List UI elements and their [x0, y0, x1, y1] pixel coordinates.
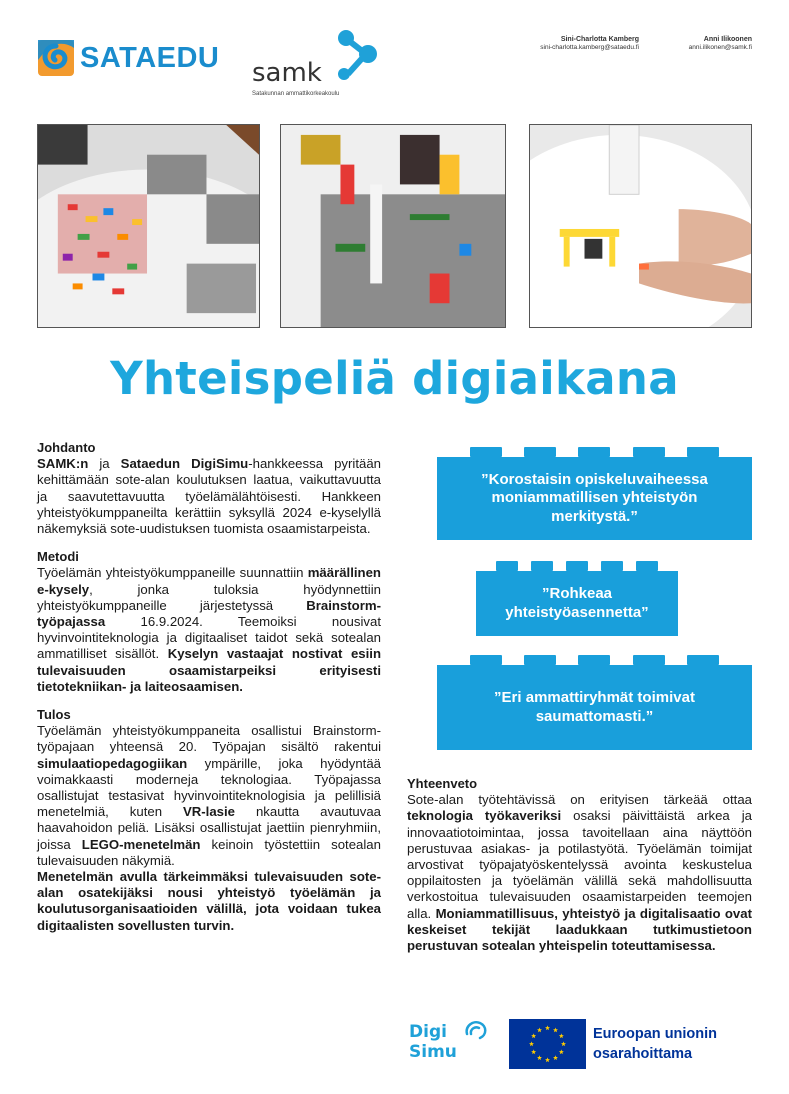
contact-email[interactable]: sini-charlotta.kamberg@sataedu.fi: [540, 44, 639, 51]
eu-flag-icon: [509, 1019, 586, 1069]
sataedu-swirl-icon: [38, 40, 74, 76]
samk-logo: [252, 28, 382, 100]
contact-email[interactable]: anni.ilikonen@samk.fi: [688, 44, 752, 51]
intro-section: [37, 440, 381, 537]
eu-star: [537, 1028, 542, 1033]
eu-line-1: Euroopan unionin: [593, 1026, 718, 1042]
quote-block-1: [437, 457, 752, 540]
quote-text: ”Korostaisin opiskeluvaiheessa moniammatillisen yhteistyön merkitystä.”: [481, 470, 708, 525]
eu-line-2: osarahoittama: [593, 1046, 693, 1062]
quote-block-3: [437, 665, 752, 750]
sataedu-logo-text: SATAEDU: [80, 41, 220, 74]
eu-star: [559, 1033, 564, 1038]
digisimu-line-2: Simu: [409, 1042, 457, 1062]
summary-section: [407, 776, 752, 954]
method-text: Työelämän yhteistyökumppaneille suunnattiin määrällinen e-kysely, jonka tuloksia hyödynnettiin yhteistyökumppaneille järjestetyssä Brainstorm-työpajassa 16.9.2024. Teemoiksi nousivat hyvinvointiteknologia ja digitaaliset taidot sekä sotealan ammatilliset sisällöt. Kyselyn vastaajat nostivat esiin tulevaisuuden osaamistarpeiksi erityisesti tietotekniikan- ja laiteosaamisen.: [37, 565, 382, 694]
quote-block-2: [476, 571, 678, 636]
contact-kamberg: [540, 36, 639, 52]
summary-heading: Yhteenveto: [407, 776, 478, 791]
eu-funding-text: [593, 1024, 717, 1064]
sataedu-logo: [38, 40, 219, 76]
eu-star: [553, 1028, 558, 1033]
eu-star: [545, 1057, 550, 1062]
photo-lego-build: [280, 124, 506, 328]
photo-lego-hands: [529, 124, 752, 328]
lego-studs: [437, 655, 752, 665]
quote-text: ”Rohkeaa yhteistyöasennetta”: [505, 585, 649, 621]
method-section: [37, 549, 381, 695]
samk-molecule-icon: [328, 28, 384, 84]
eu-star: [529, 1041, 534, 1046]
digisimu-logo: [407, 1018, 493, 1074]
intro-heading: Johdanto: [37, 440, 96, 455]
samk-logo-text: samk: [252, 58, 322, 88]
result-section: [37, 707, 381, 934]
digisimu-line-1: Digi: [409, 1022, 447, 1042]
eu-star: [531, 1049, 536, 1054]
contact-ilikoonen: [689, 36, 752, 52]
summary-text: Sote-alan työtehtävissä on erityisen tärkeää ottaa teknologia työkaveriksi osaksi päivittäistä arkea ja innovaatiotoimintaa, jossa tavoitellaan aina näyttöön perustuvaa asiakas- ja potilastyötä. Työelämän toimijat arvostivat työpajatyöskentelyssä avointa keskustelua oppilaitosten ja työelämän välillä sekä mahdollisuutta verkostoitua tulevaisuuden osaamistarpeiden teemojen alla. Moniammatillisuus, yhteistyö ja digitalisaatio ovat keskeiset tekijät laadukkaan tutkimustietoon perustuvan sotealan yhteispelin toteuttamisessa.: [407, 792, 753, 954]
result-text: Työelämän yhteistyökumppaneita osallistui Brainstorm-työpajaan yhteensä 20. Työpajan sisältö rakentui simulaatiopedagogiikan ympärille, joka hyödyntää voimakkaasti moderneja teknologiaa. Työpajassa osallistujat testasivat hyvinvointiteknologisia ja pelillisiä menetelmiä, kuten VR-lasie nkautta avautuvaa haavahoidon peliä. Lisäksi osallistujat jaettiin pienryhmiin, joissa LEGO-menetelmän keinoin työstettiin sotealan tulevaisuuden näkymiä. Menetelmän avulla tärkeimmäksi tulevaisuuden sote-alan osatekijäksi nousi yhteistyö työelämän ja koulutusorganisaatioiden välillä, jota voidaan tukea digitaalisten sovellusten turvin.: [37, 723, 381, 933]
lego-studs: [476, 561, 678, 571]
digisimu-chat-icon: [463, 1020, 489, 1042]
eu-star: [531, 1033, 536, 1038]
contact-name: Sini-Charlotta Kamberg: [560, 36, 639, 43]
left-column: [37, 440, 381, 946]
eu-star: [545, 1025, 550, 1030]
intro-text: SAMK:n ja Sataedun DigiSimu-hankkeessa pyritään kehittämään sote-alan koulutuksen laatua, vaikuttavuutta ja saavutettavuutta työelämälähtöisesti. Hankkeen yhteistyökumppaneilta kerättiin syksyllä 2024 e-kyselyllä näkemyksiä sote-uudistuksen tuomista osaamistarpeista.: [37, 456, 382, 537]
quote-text: ”Eri ammattiryhmät toimivat saumattomasti.”: [494, 689, 695, 725]
contact-name: Anni Ilikoonen: [703, 36, 752, 43]
lego-studs: [437, 447, 752, 457]
poster-title: Yhteispeliä digiaikana: [110, 352, 679, 405]
method-heading: Metodi: [37, 549, 79, 565]
eu-star: [537, 1055, 542, 1060]
eu-star: [561, 1041, 566, 1046]
eu-star: [559, 1049, 564, 1054]
samk-logo-subtitle: Satakunnan ammattikorkeakoulu: [252, 91, 340, 97]
eu-star: [553, 1055, 558, 1060]
photo-lego-table: [37, 124, 260, 328]
result-heading: Tulos: [37, 707, 71, 723]
